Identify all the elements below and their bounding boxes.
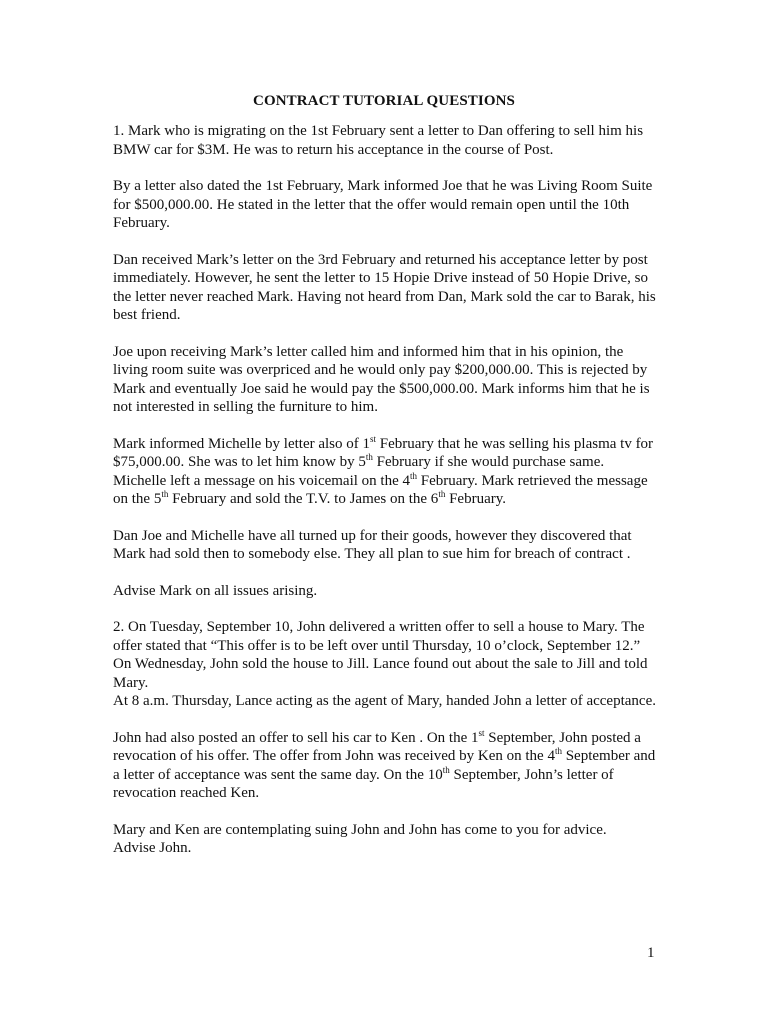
ordinal-suffix: st: [478, 727, 485, 738]
paragraph-lance-acceptance: At 8 a.m. Thursday, Lance acting as the agent of Mary, handed John a letter of acceptance.: [113, 693, 656, 709]
ordinal-suffix: th: [365, 452, 373, 462]
text-run: John had also posted an offer to sell his car to Ken . On the 1: [113, 729, 479, 746]
text-run: Mark informed Michelle by letter also of 1: [113, 435, 371, 452]
page-number: 1: [647, 945, 655, 961]
text-run: February and sold the T.V. to James on the 6: [168, 491, 439, 507]
paragraph-q1-intro: 1. Mark who is migrating on the 1st February sent a letter to Dan offering to sell him his BMW car for $3M. He was to return his acceptance in the course of Post.: [113, 123, 644, 158]
paragraph-michelle: [113, 435, 658, 509]
paragraph-contemplating-suit: Mary and Ken are contemplating suing John and John has come to you for advice.: [113, 821, 607, 838]
ordinal-suffix: th: [442, 764, 450, 775]
paragraph-q2-intro: 2. On Tuesday, September 10, John delivered a written offer to sell a house to Mary. The offer stated that “This offer is to be left over until Thursday, 10 o’clock, September 12.” On Wednesday, John sold the house to Jill. Lance found out about the sale to Jill and told Mary.: [113, 619, 648, 691]
ordinal-suffix: th: [410, 470, 418, 481]
ordinal-suffix: st: [370, 433, 377, 444]
text-run: February if she would purchase same. Michelle left a message on his voicemail on the 4: [113, 454, 605, 489]
paragraph-dan-acceptance: Dan received Mark’s letter on the 3rd February and returned his acceptance letter by post immediately. However, he sent the letter to 15 Hopie Drive instead of 50 Hopie Drive, so the letter never reached Mark. Having not heard from Dan, Mark sold the car to Barak, his best friend.: [113, 251, 656, 323]
document-body: [113, 122, 658, 876]
paragraph-breach-claim: Dan Joe and Michelle have all turned up for their goods, however they discovered that Mark had sold then to somebody else. They all plan to sue him for breach of contract .: [113, 527, 632, 562]
ordinal-suffix: th: [554, 746, 562, 756]
paragraph-joe-counter: Joe upon receiving Mark’s letter called him and informed him that in his opinion, the living room suite was overpriced and he would only pay $200,000.00. This is rejected by Mark and eventually Joe said he would pay the $500,000.00. Mark informs him that he is not interested in selling the furniture to him.: [113, 343, 650, 415]
paragraph-ken-revocation: [113, 729, 658, 803]
ordinal-suffix: th: [161, 489, 169, 499]
ordinal-suffix: th: [438, 489, 446, 499]
paragraph-joe-offer: By a letter also dated the 1st February, Mark informed Joe that he was Living Room Suite for $500,000.00. He stated in the letter that the offer would remain open until the 10th February.: [113, 178, 653, 231]
text-run: September, John’s letter of revocation reached Ken.: [113, 766, 614, 801]
text-run: February.: [445, 491, 507, 507]
text-run: September and a letter of acceptance was sent the same day. On the 10: [113, 748, 656, 783]
text-run: September, John posted a revocation of his offer. The offer from John was received by Ken on the 4: [113, 729, 641, 764]
document-title: CONTRACT TUTORIAL QUESTIONS: [253, 93, 515, 109]
paragraph-advise-mark: Advise Mark on all issues arising.: [113, 582, 318, 599]
text-run: February. Mark retrieved the message on the 5: [113, 472, 648, 507]
text-run: February that he was selling his plasma tv for $75,000.00. She was to let him know by 5: [113, 435, 654, 470]
paragraph-advise-john: Advise John.: [113, 840, 192, 856]
